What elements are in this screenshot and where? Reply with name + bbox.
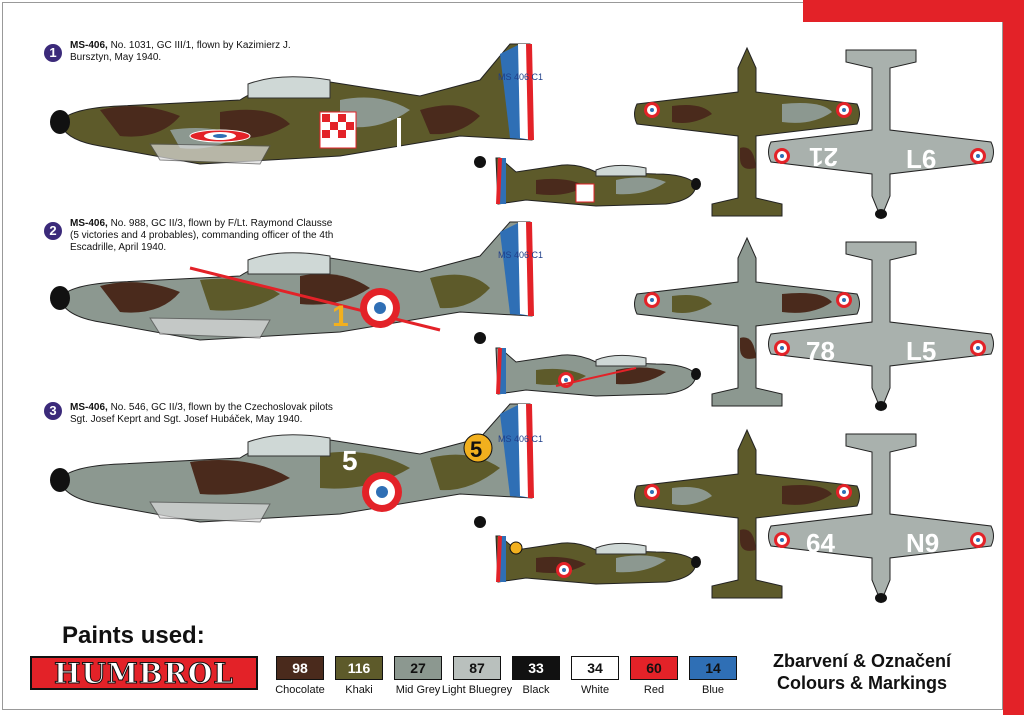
swatch-label-27: Mid Grey [395, 684, 441, 696]
swatch-34: 34 [571, 656, 619, 680]
v1-tail-code: MS 406 C1 [498, 72, 544, 82]
paints-title: Paints used: [62, 622, 205, 649]
variant-3-model: MS-406, [70, 402, 108, 413]
swatch-label-14: Blue [701, 684, 725, 696]
title-english: Colours & Markings [776, 673, 948, 693]
v2-underwing-right: L5 [906, 336, 937, 366]
swatch-label-34: White [580, 684, 610, 696]
variant-3-side-profile [40, 398, 544, 558]
swatch-label-87: Light Bluegrey [441, 684, 513, 696]
swatch-14: 14 [689, 656, 737, 680]
variant-2-badge: 2 [44, 222, 62, 240]
red-side-bar [1003, 0, 1024, 715]
variant-2-model: MS-406, [70, 218, 108, 229]
variant-1-text: No. 1031, GC III/1, flown by Kazimierz J. Bursztyn, May 1940. [70, 40, 291, 63]
red-corner-bar [803, 0, 1024, 22]
v2-tail-code: MS 406 C1 [498, 250, 544, 260]
colours-markings-title [742, 650, 982, 694]
swatch-27: 27 [394, 656, 442, 680]
variant-2-text: No. 988, GC II/3, flown by F/Lt. Raymond Clausse (5 victories and 4 probables), commanding officer of the 4th Escadrille, April 1940. [70, 218, 334, 253]
v3-fuselage-number: 5 [342, 445, 358, 476]
variant-1-bottom-view [766, 46, 996, 221]
v1-underwing-left: 21 [809, 142, 838, 172]
swatch-33: 33 [512, 656, 560, 680]
variant-3-bottom-view [766, 430, 996, 605]
swatch-label-98: Chocolate [275, 684, 325, 696]
swatch-label-116: Khaki [345, 684, 373, 696]
humbrol-logo [30, 656, 258, 690]
variant-1-side-profile [40, 40, 544, 200]
variant-1-model: MS-406, [70, 40, 108, 51]
v1-underwing-right: L6 [906, 144, 937, 174]
v2-fuselage-number: 1 [332, 300, 349, 333]
swatch-116: 116 [335, 656, 383, 680]
v3-underwing-left: 64 [806, 528, 835, 558]
variant-2-bottom-view [766, 238, 996, 413]
variant-1-badge: 1 [44, 44, 62, 62]
variant-2-side-profile [40, 218, 544, 378]
swatch-98: 98 [276, 656, 324, 680]
variant-3-text: No. 546, GC II/3, flown by the Czechoslovak pilots Sgt. Josef Keprt and Sgt. Josef Hubáček, May 1940. [70, 402, 333, 425]
swatch-60: 60 [630, 656, 678, 680]
v3-underwing-right: N9 [906, 528, 940, 558]
v3-tail-number: 5 [470, 437, 483, 462]
swatch-87: 87 [453, 656, 501, 680]
v3-tail-code: MS 406 C1 [498, 434, 544, 444]
humbrol-brand: HUMBROL [54, 656, 234, 690]
swatch-label-60: Red [643, 684, 665, 696]
swatch-label-33: Black [522, 684, 550, 696]
v2-underwing-left: 78 [806, 336, 835, 366]
title-czech: Zbarvení & Označení [772, 651, 952, 671]
variant-3-badge: 3 [44, 402, 62, 420]
